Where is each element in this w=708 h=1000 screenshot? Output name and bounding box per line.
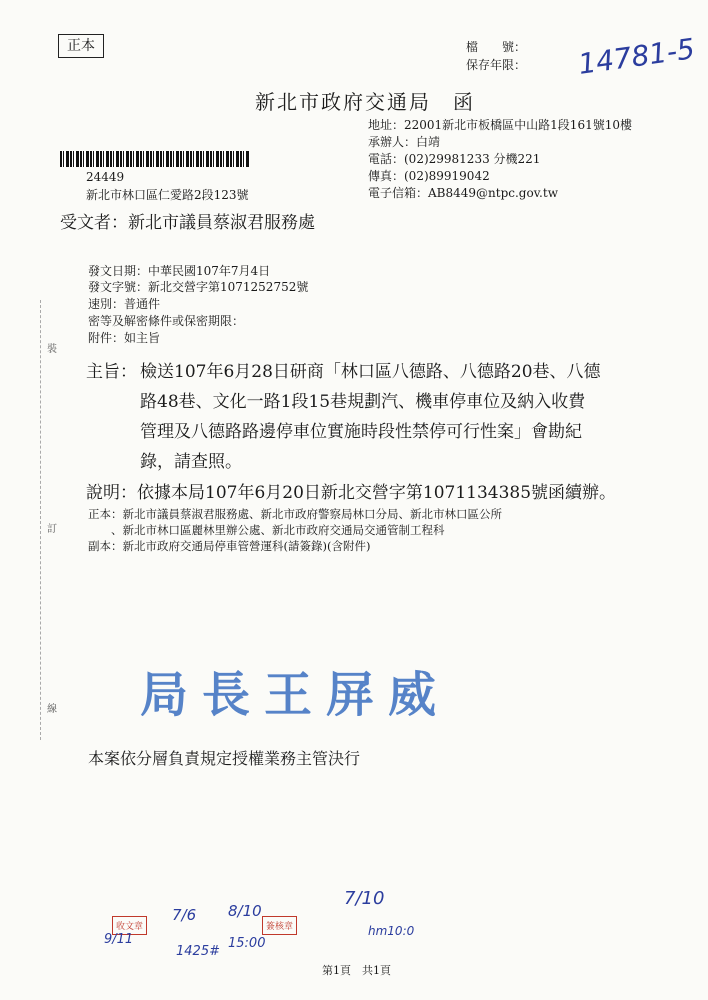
handwritten-note: 7/6 [172,906,197,924]
handwritten-note: 7/10 [344,888,385,909]
subject-line: 管理及八德路路邊停車位實施時段性禁停可行性案」會勘紀 [140,422,582,442]
fax-number: 傳真：(02)89919042 [368,169,490,183]
cc-line: 、新北市林口區麗林里辦公處、新北市政府交通局交通管制工程科 [88,523,445,537]
page-number: 第1頁 共1頁 [322,964,391,977]
file-number-label: 檔 號： [466,40,527,54]
handwritten-note: 8/10 [228,902,262,920]
handwritten-note: hm10:0 [368,924,415,938]
subject-line: 錄，請查照。 [140,452,242,472]
issue-date: 發文日期：中華民國107年7月4日 [88,264,271,278]
postal-code: 24449 [86,170,125,184]
received-stamp: 收文章 [112,916,147,935]
issue-number: 發文字號：新北交營字第1071252752號 [88,280,309,294]
barcode [60,151,250,167]
subject-block [86,357,676,477]
handwritten-file-number: 14781-5 [576,32,697,81]
approval-stamp: 簽核章 [262,916,297,935]
subject-line: 路48巷、文化一路1段15巷規劃汽、機車停車位及納入收費 [140,392,586,412]
binding-mark-2: 訂 [47,524,57,535]
attachment: 附件：如主旨 [88,331,161,345]
agency-address: 地址：22001新北市板橋區中山路1段161號10樓 [368,118,632,132]
binding-mark-3: 線 [47,704,57,715]
recipient: 受文者：新北市議員蔡淑君服務處 [60,213,315,233]
phone-number: 電話：(02)29981233 分機221 [368,152,541,166]
handler-name: 承辦人：白靖 [368,135,441,149]
handwritten-note: 9/11 [104,932,134,947]
binding-mark-1: 裝 [47,344,57,355]
document-title: 新北市政府交通局 函 [255,90,475,114]
authorization-note: 本案依分層負責規定授權業務主管決行 [88,749,361,768]
recipient-address: 新北市林口區仁愛路2段123號 [86,188,249,202]
director-signature-seal: 局長王屏威 [140,667,451,723]
binding-line [40,300,41,740]
handwritten-note: 1425# [176,944,220,959]
handwritten-note: 15:00 [228,936,266,951]
description: 說明：依據本局107年6月20日新北交營字第1071134385號函續辦。 [86,483,617,503]
copy-label-box: 正本 [58,34,104,58]
subject-label: 主旨： [86,362,137,382]
cc-line: 正本：新北市議員蔡淑君服務處、新北市政府警察局林口分局、新北市林口區公所 [88,507,502,521]
delivery-speed: 速別：普通件 [88,297,161,311]
retention-label: 保存年限： [466,58,527,72]
email-address: 電子信箱：AB8449@ntpc.gov.tw [368,186,558,200]
cc-line: 副本：新北市政府交通局停車管營運科(請簽錄)(含附件) [88,539,371,553]
confidentiality: 密等及解密條件或保密期限： [88,314,245,328]
subject-line: 檢送107年6月28日研商「林口區八德路、八德路20巷、八德 [140,362,601,382]
